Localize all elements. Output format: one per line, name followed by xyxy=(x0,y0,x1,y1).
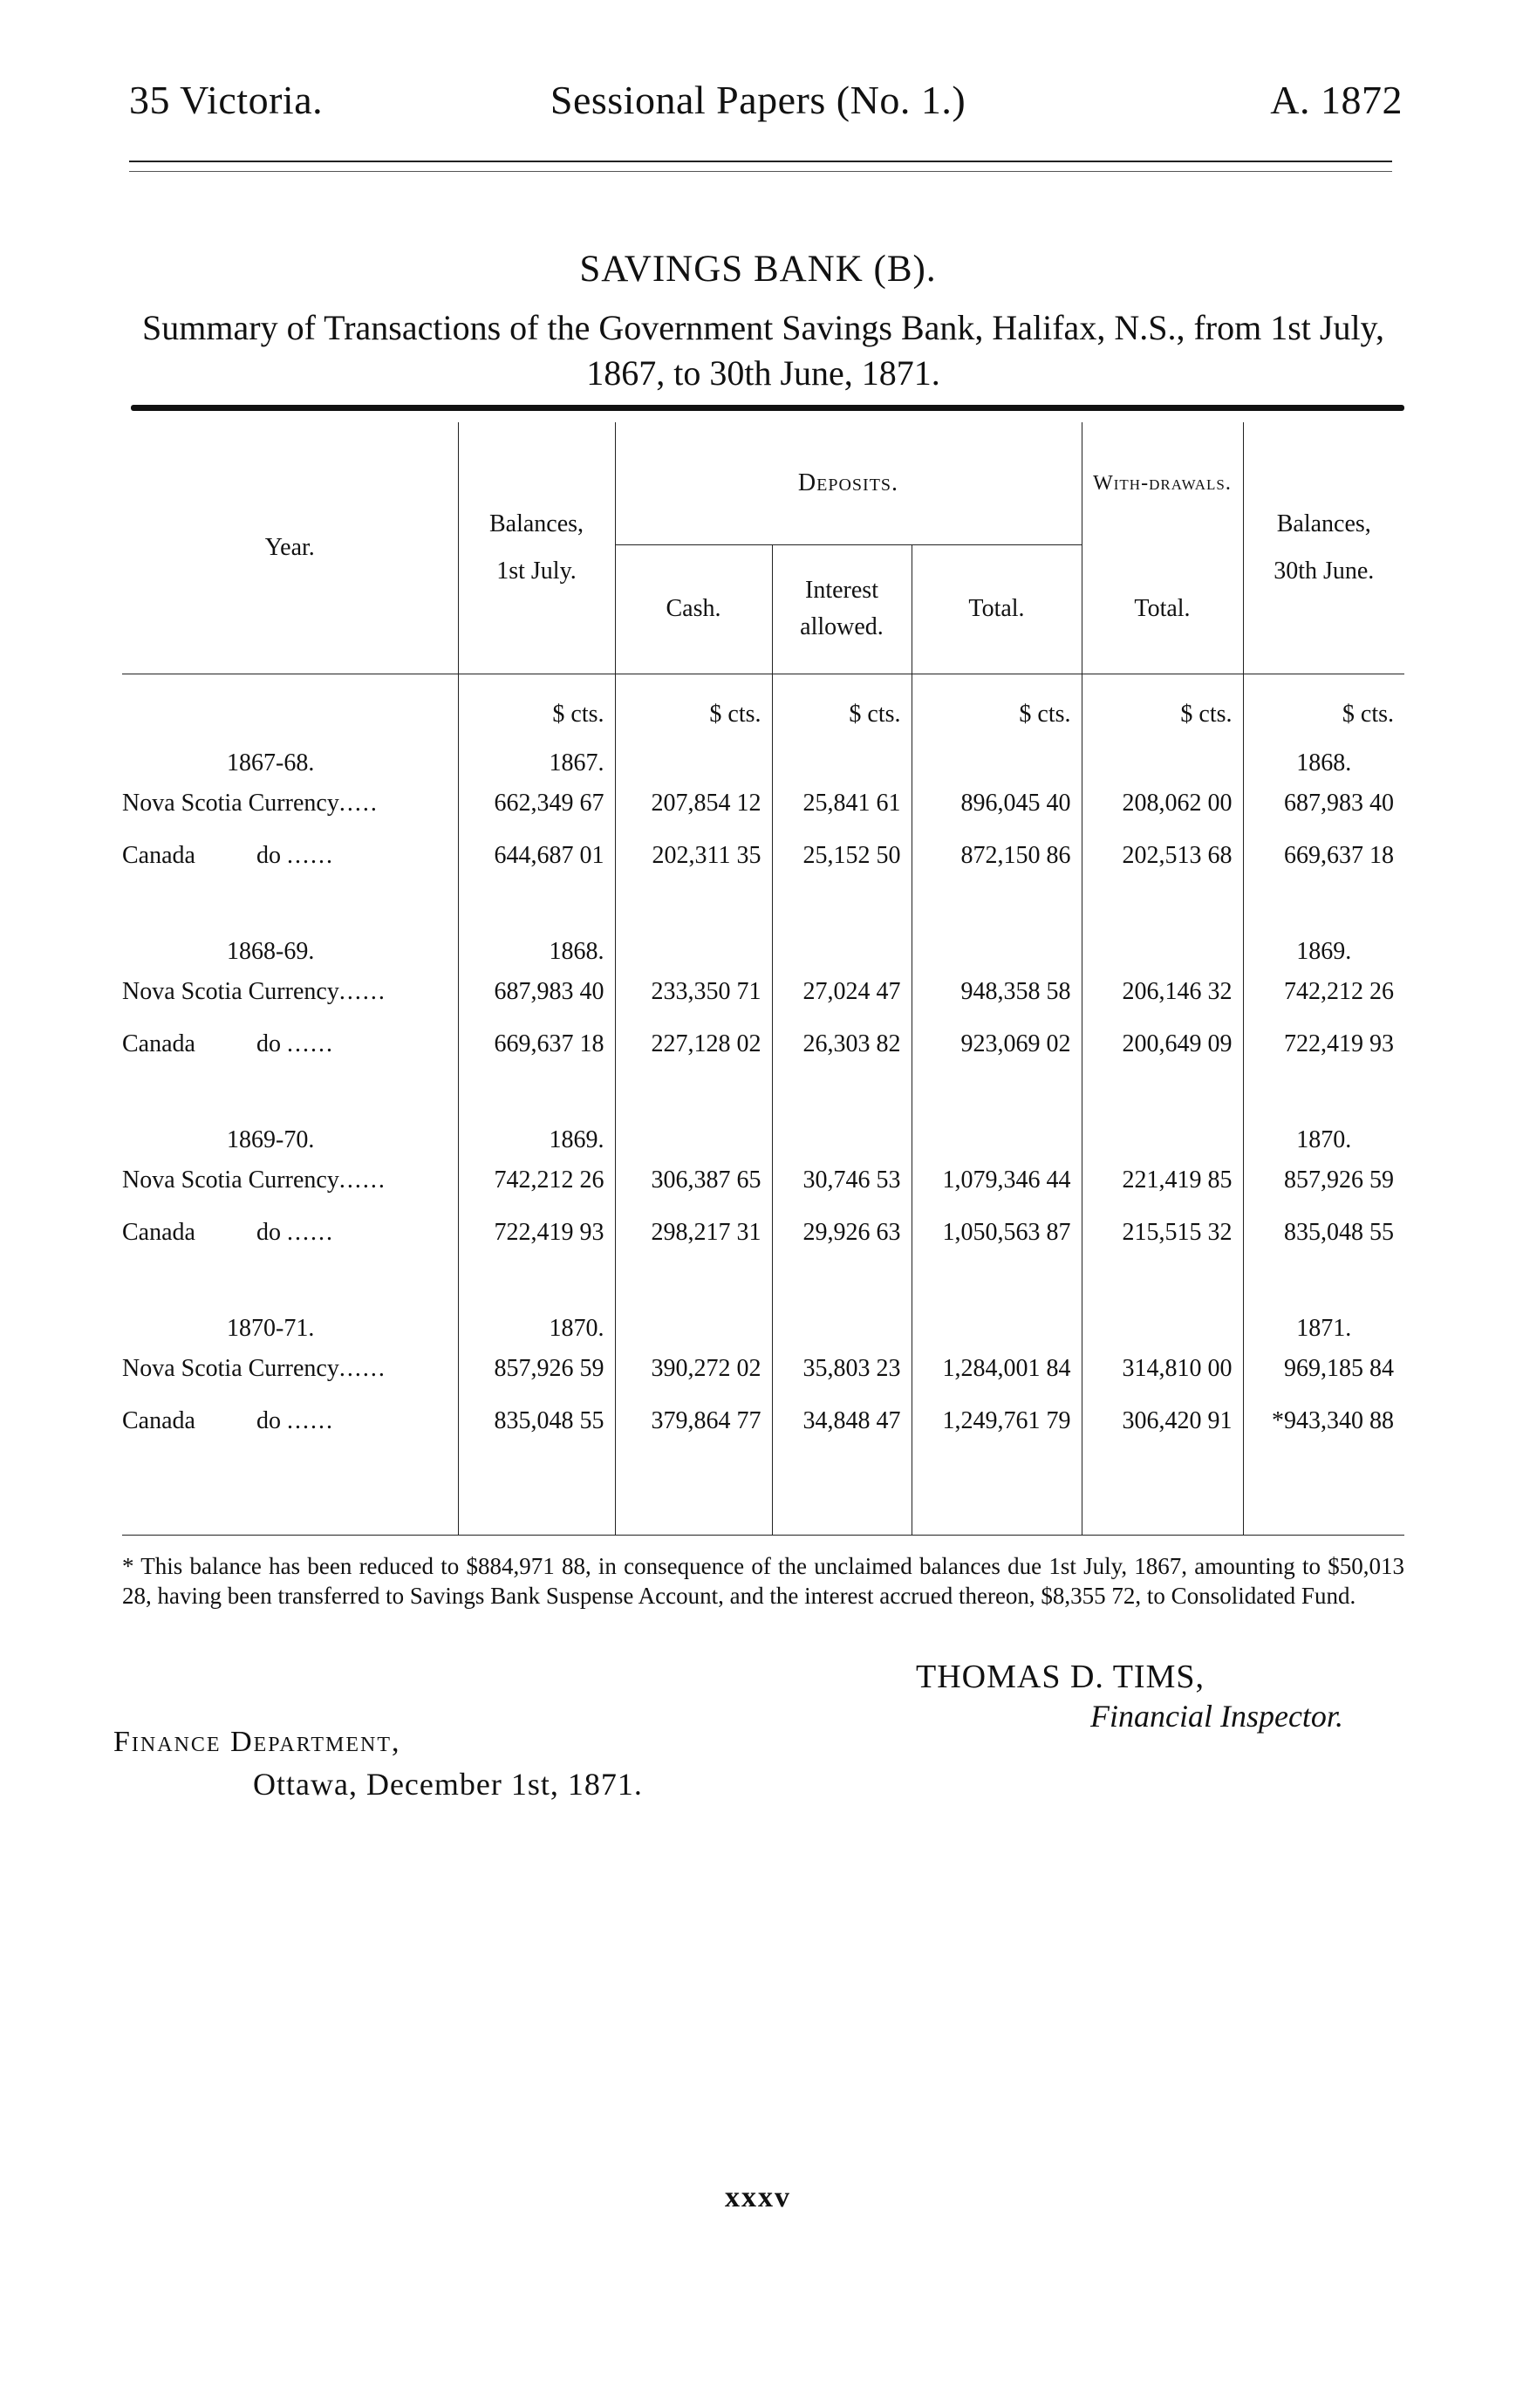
cell-total: 1,249,761 79 xyxy=(912,1395,1082,1447)
group-spacer xyxy=(122,882,1404,917)
row-label xyxy=(122,777,458,830)
cell-withdrawals: 208,062 00 xyxy=(1082,777,1243,830)
cell-cash: 298,217 31 xyxy=(615,1207,772,1259)
unit-balances-close: $ cts. xyxy=(1243,674,1404,729)
header-balances-close xyxy=(1243,422,1404,674)
table-bottom-rule xyxy=(122,1536,1404,1537)
units-row xyxy=(122,674,1404,729)
cell-cash: 379,864 77 xyxy=(615,1395,772,1447)
cell-interest: 26,303 82 xyxy=(772,1018,912,1071)
table-row xyxy=(122,777,1404,830)
department: Finance Department, xyxy=(113,1726,401,1758)
header-year: Year. xyxy=(122,422,458,674)
row-label-name: Nova Scotia Currency xyxy=(122,790,339,817)
row-label-leader: ...... xyxy=(286,1030,334,1057)
row-label xyxy=(122,1343,458,1395)
cell-withdrawals: 202,513 68 xyxy=(1082,830,1243,882)
row-label-leader: ...... xyxy=(286,842,334,869)
year-close: 1871. xyxy=(1243,1294,1404,1343)
row-label-leader: ...... xyxy=(338,1355,386,1382)
header-balances-close-line2: 30th June. xyxy=(1274,558,1375,585)
row-label-name: Canada xyxy=(122,842,195,869)
table-row xyxy=(122,1343,1404,1395)
row-label-sub: do xyxy=(256,842,281,869)
unit-balances-open: $ cts. xyxy=(458,674,615,729)
cell-interest: 34,848 47 xyxy=(772,1395,912,1447)
row-label-name: Canada xyxy=(122,1219,195,1246)
table-footer-row xyxy=(122,1482,1404,1536)
cell-cash: 390,272 02 xyxy=(615,1343,772,1395)
row-label-leader: ..... xyxy=(338,790,379,817)
cell-total: 1,284,001 84 xyxy=(912,1343,1082,1395)
cell-withdrawals: 206,146 32 xyxy=(1082,966,1243,1018)
header-withdrawals: With-drawals. xyxy=(1082,422,1243,544)
cell-balance-open: 835,048 55 xyxy=(458,1395,615,1447)
date-line: Ottawa, December 1st, 1871. xyxy=(253,1767,643,1802)
cell-balance-close: 835,048 55 xyxy=(1243,1207,1404,1259)
cell-balance-open: 662,349 67 xyxy=(458,777,615,830)
group-spacer xyxy=(122,1071,1404,1105)
summary-table xyxy=(122,422,1404,1536)
row-label-name: Nova Scotia Currency xyxy=(122,978,339,1005)
row-label xyxy=(122,966,458,1018)
row-label-leader: ...... xyxy=(286,1407,334,1434)
table-row xyxy=(122,1154,1404,1207)
running-head-left: 35 Victoria. xyxy=(129,78,324,122)
period-label: 1869-70. xyxy=(227,1126,315,1153)
cell-withdrawals: 221,419 85 xyxy=(1082,1154,1243,1207)
page-title: SAVINGS BANK (B). xyxy=(579,249,937,290)
table-row xyxy=(122,830,1404,882)
header-interest-line1: Interest xyxy=(805,577,878,605)
cell-withdrawals: 314,810 00 xyxy=(1082,1343,1243,1395)
unit-interest: $ cts. xyxy=(772,674,912,729)
cell-total: 948,358 58 xyxy=(912,966,1082,1018)
year-close: 1870. xyxy=(1243,1105,1404,1154)
signature-name: THOMAS D. TIMS, xyxy=(916,1659,1205,1695)
row-label-sub: do xyxy=(256,1219,281,1246)
page-number: xxxv xyxy=(725,2181,791,2213)
cell-cash: 233,350 71 xyxy=(615,966,772,1018)
header-rule-thin xyxy=(129,171,1392,172)
cell-cash: 227,128 02 xyxy=(615,1018,772,1071)
signature-title: Financial Inspector. xyxy=(1090,1699,1343,1734)
row-label-leader: ...... xyxy=(338,1166,386,1194)
table-row xyxy=(122,1018,1404,1071)
group-spacer xyxy=(122,1447,1404,1482)
period-row xyxy=(122,729,1404,777)
cell-interest: 25,152 50 xyxy=(772,830,912,882)
cell-total: 1,050,563 87 xyxy=(912,1207,1082,1259)
cell-balance-close: 687,983 40 xyxy=(1243,777,1404,830)
header-deposits: Deposits. xyxy=(615,422,1082,544)
row-label-name: Canada xyxy=(122,1407,195,1434)
row-label xyxy=(122,1018,458,1071)
year-open: 1867. xyxy=(458,729,615,777)
header-balances-close-line1: Balances, xyxy=(1276,510,1371,537)
unit-withdrawals: $ cts. xyxy=(1082,674,1243,729)
row-label-name: Nova Scotia Currency xyxy=(122,1166,339,1194)
cell-balance-open: 669,637 18 xyxy=(458,1018,615,1071)
cell-balance-close: 969,185 84 xyxy=(1243,1343,1404,1395)
cell-cash: 202,311 35 xyxy=(615,830,772,882)
cell-cash: 306,387 65 xyxy=(615,1154,772,1207)
cell-balance-close: 669,637 18 xyxy=(1243,830,1404,882)
row-label-leader: ...... xyxy=(338,978,386,1005)
cell-balance-open: 742,212 26 xyxy=(458,1154,615,1207)
header-withdrawals-total: Total. xyxy=(1082,544,1243,674)
cell-withdrawals: 306,420 91 xyxy=(1082,1395,1243,1447)
row-label xyxy=(122,1395,458,1447)
cell-withdrawals: 215,515 32 xyxy=(1082,1207,1243,1259)
cell-balance-close: *943,340 88 xyxy=(1243,1395,1404,1447)
cell-balance-close: 722,419 93 xyxy=(1243,1018,1404,1071)
cell-interest: 30,746 53 xyxy=(772,1154,912,1207)
title-rule xyxy=(131,405,1404,411)
cell-interest: 29,926 63 xyxy=(772,1207,912,1259)
running-head-center: Sessional Papers (No. 1.) xyxy=(550,78,966,122)
row-label-sub: do xyxy=(256,1030,281,1057)
year-open: 1869. xyxy=(458,1105,615,1154)
cell-total: 872,150 86 xyxy=(912,830,1082,882)
row-label xyxy=(122,830,458,882)
header-balances-open-line2: 1st July. xyxy=(496,558,577,585)
table-row xyxy=(122,1207,1404,1259)
year-open: 1870. xyxy=(458,1294,615,1343)
period-label: 1867-68. xyxy=(227,749,315,776)
header-rule xyxy=(129,161,1392,162)
header-interest-line2: allowed. xyxy=(800,613,884,641)
footnote: * This balance has been reduced to $884,971 88, in consequence of the unclaimed balances due 1st July, 1867, amounting to $50,013 28, having been transferred to Savings Bank Suspense Account, and the interest accrued thereon, $8,355 72, to Consolidated Fund. xyxy=(122,1553,1404,1609)
row-label-sub: do xyxy=(256,1407,281,1434)
year-close: 1869. xyxy=(1243,917,1404,966)
row-label xyxy=(122,1207,458,1259)
row-label-leader: ...... xyxy=(286,1219,334,1246)
unit-cash: $ cts. xyxy=(615,674,772,729)
period-label: 1868-69. xyxy=(227,938,315,965)
cell-interest: 35,803 23 xyxy=(772,1343,912,1395)
cell-balance-open: 687,983 40 xyxy=(458,966,615,1018)
cell-balance-close: 857,926 59 xyxy=(1243,1154,1404,1207)
running-head-right: A. 1872 xyxy=(1270,78,1403,122)
year-close: 1868. xyxy=(1243,729,1404,777)
period-row xyxy=(122,1105,1404,1154)
group-spacer xyxy=(122,1259,1404,1294)
row-label-name: Nova Scotia Currency xyxy=(122,1355,339,1382)
period-row xyxy=(122,917,1404,966)
table-row xyxy=(122,966,1404,1018)
cell-balance-open: 857,926 59 xyxy=(458,1343,615,1395)
unit-total: $ cts. xyxy=(912,674,1082,729)
cell-total: 896,045 40 xyxy=(912,777,1082,830)
period-row xyxy=(122,1294,1404,1343)
page-subtitle: Summary of Transactions of the Government Savings Bank, Halifax, N.S., from 1st July, 1867, to 30th June, 1871. xyxy=(142,308,1384,393)
header-balances-open xyxy=(458,422,615,674)
row-label xyxy=(122,1154,458,1207)
year-open: 1868. xyxy=(458,917,615,966)
cell-balance-close: 742,212 26 xyxy=(1243,966,1404,1018)
row-label-name: Canada xyxy=(122,1030,195,1057)
header-balances-open-line1: Balances, xyxy=(488,510,584,537)
cell-total: 923,069 02 xyxy=(912,1018,1082,1071)
cell-total: 1,079,346 44 xyxy=(912,1154,1082,1207)
header-cash: Cash. xyxy=(615,544,772,674)
header-deposits-total: Total. xyxy=(912,544,1082,674)
header-interest xyxy=(772,544,912,674)
cell-withdrawals: 200,649 09 xyxy=(1082,1018,1243,1071)
cell-balance-open: 722,419 93 xyxy=(458,1207,615,1259)
cell-cash: 207,854 12 xyxy=(615,777,772,830)
period-label: 1870-71. xyxy=(227,1315,315,1342)
cell-interest: 27,024 47 xyxy=(772,966,912,1018)
cell-balance-open: 644,687 01 xyxy=(458,830,615,882)
cell-interest: 25,841 61 xyxy=(772,777,912,830)
table-row xyxy=(122,1395,1404,1447)
